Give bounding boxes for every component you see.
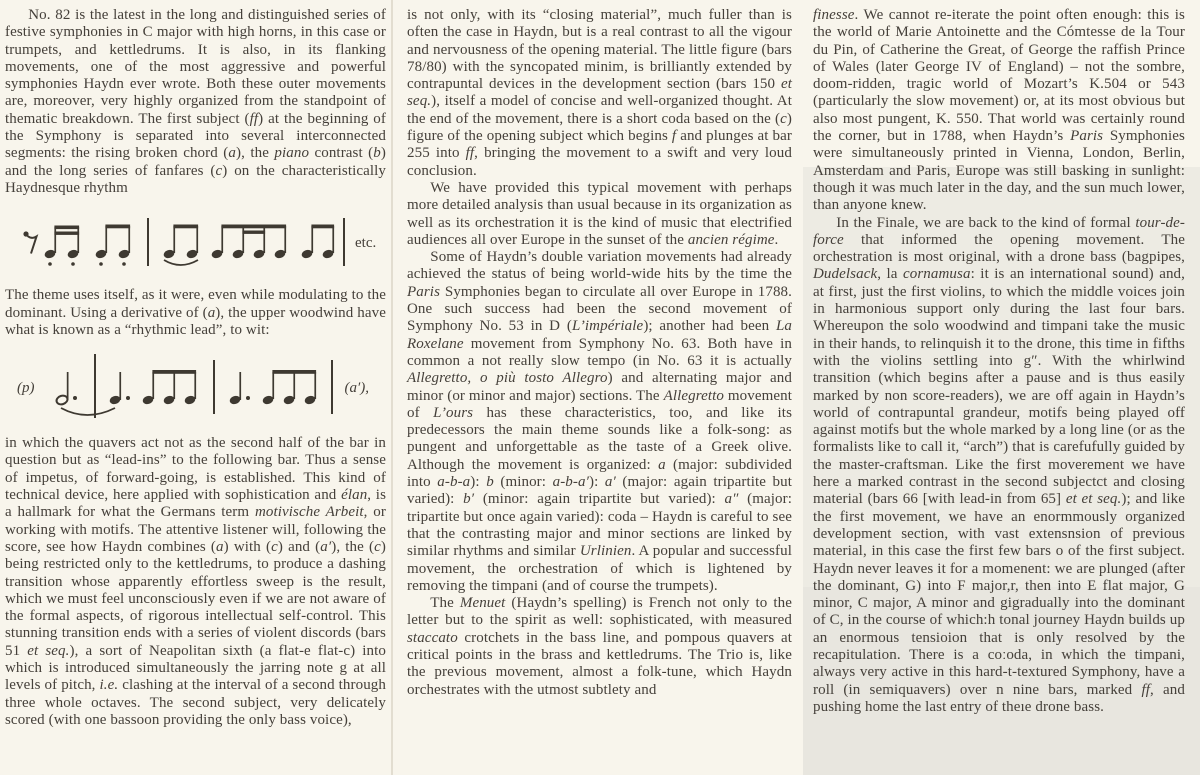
paragraph: in which the quavers act not as the second half of the bar in question but as “lead-ins” to the following bar. Thus a sense of impetus, of forward-going, is established. This kind of technical device, here applied with sophistication and élan, is a hallmark for what the Germans term motivische Arbeit, or working with motifs. The attentive listener will, following the score, see how Haydn combines (a) with (c) and (a′), the (c) being restricted only to the kettledrums, to produce a dashing transition whose apparently effortless sweep is the result, which we must feel unconsciously even if we are not aware of the formal aspects, of rigorous intellectual self-control. This stunning transition ends with a series of violent discords (bars 51 et seq.), a sort of Neapolitan sixth (a flat-e flat-c) into which is introduced simultaneously the jarring note g at all levels of pitch, i.e. clashing at the interval of a second through three whole octaves. The second subject, very delicately scored (with one bassoon providing the only bass voice), — [5, 435, 387, 728]
rhythm-figure-lead — [17, 352, 384, 424]
paragraph: is not only, with its “closing material”, much fuller than is often the case in Haydn, but is a real contrast to all the vigour and nervousness of the opening material. The little figure (bars 78/80) with the syncopated minim, is brilliantly extended by contrapuntal devices in the development section (bars 150 et seq.), itself a model of concise and well-organized thought. At the end of the movement, there is a short coda based on the (c) figure of the opening subject which begins f and plunges at bar 255 into ff, bringing the movement to a swift and very loud conclusion. — [407, 7, 792, 179]
dynamic-p-label: (p) — [17, 379, 35, 396]
paragraph: finesse. We cannot re-iterate the point often enough: this is the world of Marie Antoinette and the Cómtesse de la Tour du Pin, of Catherine the Great, of George the raffish Prince of Wales (later George IV of England) – not the sombre, doom-ridden, tragic world of Mozart’s K.504 or 543 (particularly the slow movement) or, at its most obvious but also most pungent, K. 550. That world was certainly round the corner, but in 1788, when Haydn’s Paris Symphonies were simultaneously printed in Vienna, London, Berlin, Amsterdam and Paris, Europe was still basking in sunlight: though it was much later in the day, and the sun much lower, than anyone knew. — [813, 7, 1185, 214]
rhythm-figure-fanfare — [17, 210, 384, 276]
paragraph: Some of Haydn’s double variation movements had already achieved the status of being world-wide hits by the time the Paris Symphonies began to circulate all over Europe in 1788. One such success had been the second movement of Symphony No. 53 in D (L’impériale); another had been La Roxelane movement from Symphony No. 63. Both have in common a not really slow tempo (in No. 63 it is actually Allegretto, o più tosto Allegro) and alternating major and minor (or minor and major) sections. The Allegretto movement of L’ours has these characteristics, too, and like its predecessors the main theme sounds like a folk-song: as pungent and unforgettable as the taste of a Greek olive. Although the movement is organized: a (major: subdivided into a-b-a): b (minor: a-b-a′): a′ (major: again tripartite but varied): b′ (minor: again tripartite but varied): a″ (major: tripartite but once again varied): coda – Haydn is careful to see that the contrasting major and minor sections are linked by similar rhythms and similar Urlinien. A popular and successful movement, the orchestration of which is lightened by removing the timpani (and of course the trumpets). — [407, 249, 793, 594]
column-middle — [407, 7, 792, 729]
music-notation-icon — [45, 352, 337, 424]
paragraph: We have provided this typical movement with perhaps more detailed analysis than usual because in its organization as well as its orchestration it is the kind of music that electrified audiences all over Europe in the sunset of the ancien régime. — [407, 179, 792, 248]
paragraph: The Menuet (Haydn’s spelling) is French not only to the letter but to the spirit as well: sophisticated, with measured staccato crotchets in the bass line, and pompous quavers at critical points in the brass and kettledrums. The Trio is, like the previous movement, almost a folk-tune, which Haydn orchestrates with the utmost subtlety and — [407, 595, 792, 698]
paragraph: In the Finale, we are back to the kind of formal tour-de-force that informed the opening movement. The orchestration is most original, with a drone bass (bagpipes, Dudelsack, la cornamusa: it is an international sound) and, at first, just the first violins, to which the middle voices join in harmonious support only during the last four bars. Whereupon the solo woodwind and timpani take the music in their hands, to relinquish it to the drone, this time in fifths with the violins settling into g″. With the whirlwind transition (which begins after a pause and is thus easily marked by non score-readers), we are off again in Haydn’s world of contrapuntal grandeur, motifs being played off against motifs but the whole marked by a long line (or as the formalists like to call it, “arch”) that is carefufully guided by the master-craftsman. Like the first moverement we have here a marked contrast in the second subjectct and closing material (bars 66 [with lead-in from 65] et et seq.); and like the first movement, we have an enormmously organized development section, with vast extensnsion of previous material, in this case the first few bars o of the first subject. Haydn never leaves it for a momenent: we are plunged (after the dominant, G) into F major,r, then into E flat major, G minor, C major, A minor and gigradually into the dominant of C, in the course of which:h tonal journey Haydn builds up an enormous tensioion that is only resolved by the recapitulation. There is a coːoda, in which the timpani, always very active in this hard-t-textured Symphony, have a roll (in semiquavers) over n nine bars, marked ff, and pushing home the last entry of theıe drone bass. — [813, 214, 1185, 715]
column-left — [5, 7, 386, 729]
paragraph: The theme uses itself, as it were, even while modulating to the dominant. Using a derivative of (a), the upper woodwind have what is known as a “rhythmic lead”, to wit: — [5, 287, 386, 338]
paragraph: No. 82 is the latest in the long and distinguished series of festive symphonies in C major with high horns, in this case or trumpets, and kettledrums. It is also, in its flanking movements, one of the most aggressive and powerful symphonies Haydn ever wrote. Both these outer movements are, moreover, very highly organized from the standpoint of thematic breakdown. The first subject (ff) at the beginning of the Symphony is separated into several interconnected segments: the rising broken chord (a), the piano contrast (b) and the long series of fanfares (c) on the characteristically Haydnesque rhythm — [5, 7, 387, 196]
figure-etc-label: etc. — [355, 234, 377, 251]
column-right — [813, 7, 1185, 729]
figure-a-prime-label: (a′), — [344, 379, 370, 396]
music-notation-icon — [17, 210, 347, 276]
